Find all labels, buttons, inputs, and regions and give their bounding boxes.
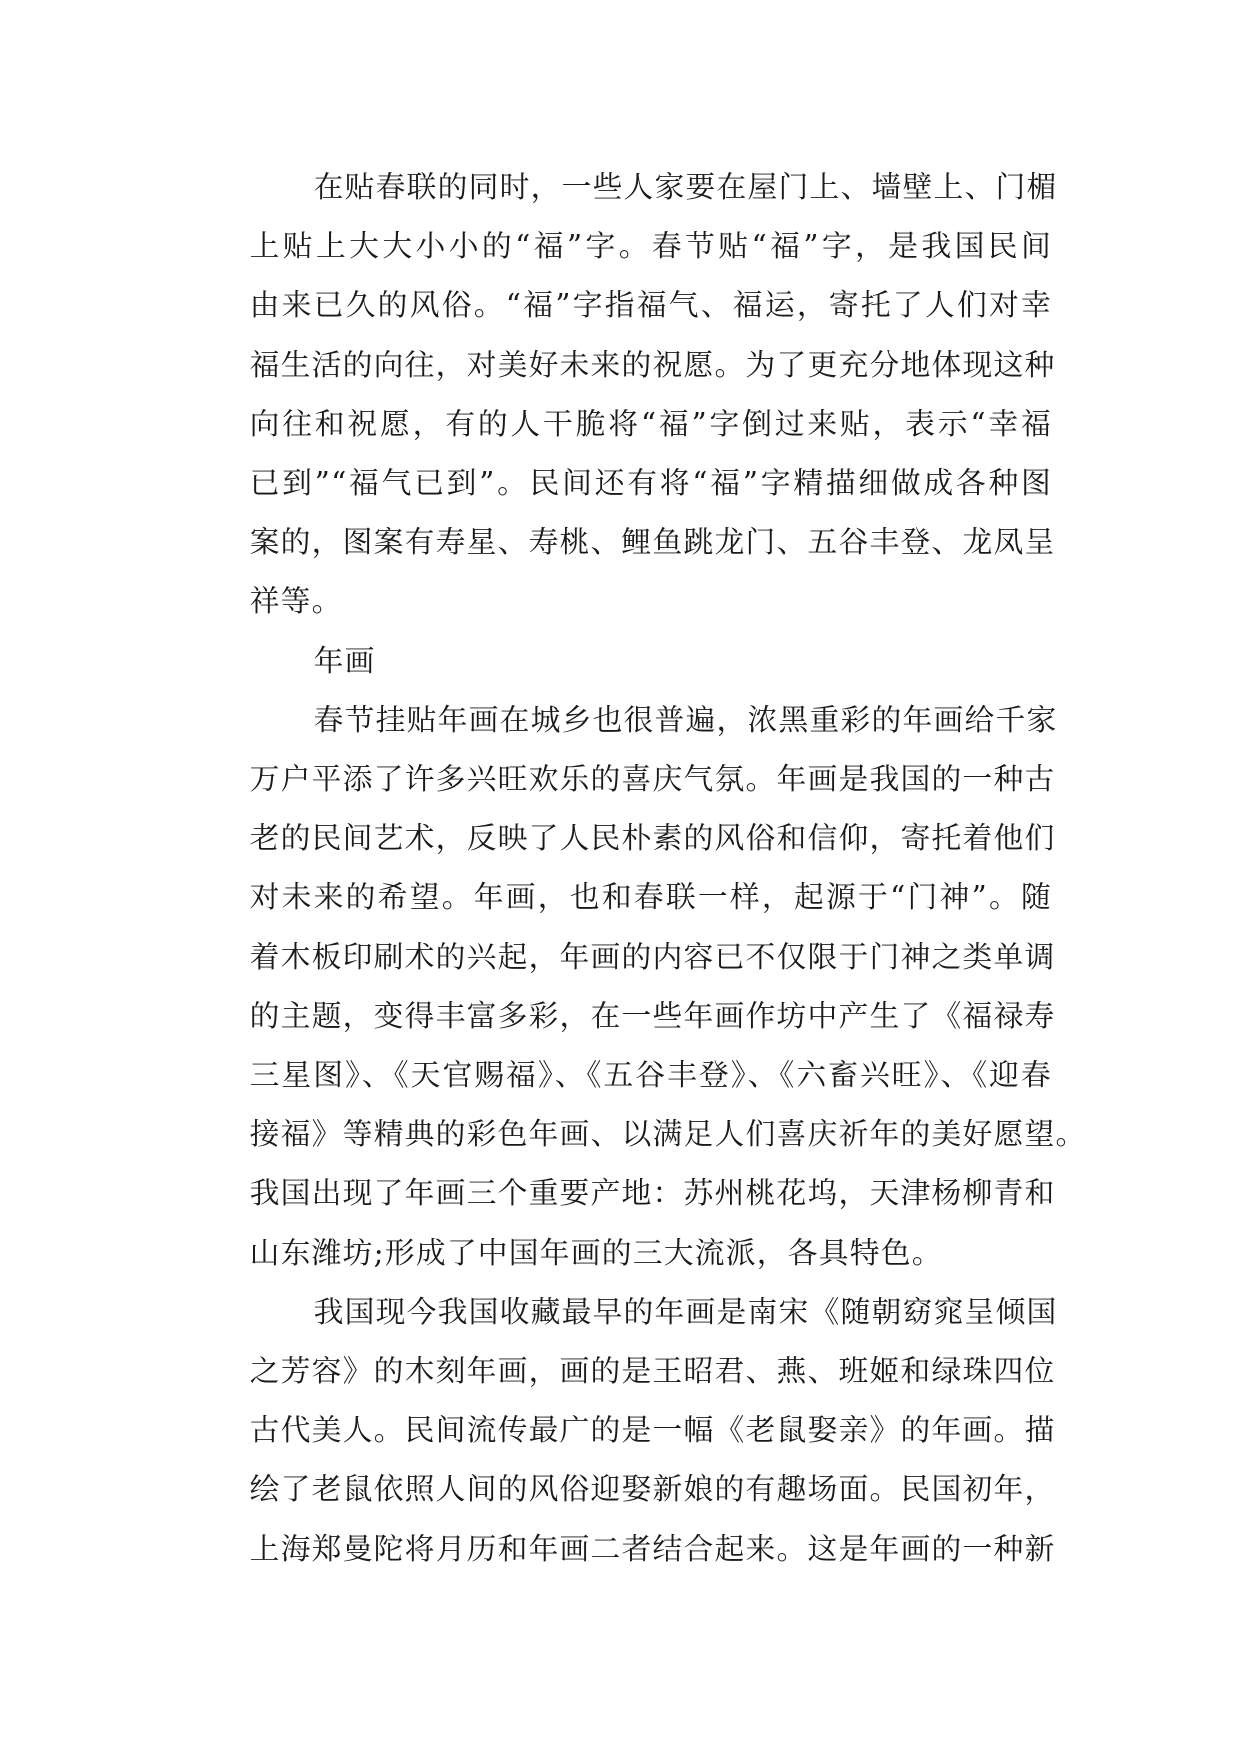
text-line: 绘了老鼠依照人间的风俗迎娶新娘的有趣场面。民国初年，: [249, 1472, 1056, 1508]
text-line: 我国出现了年画三个重要产地：苏州桃花坞，天津杨柳青和: [249, 1176, 1056, 1212]
section-heading-nianhua: [190, 632, 1052, 691]
text-line: 之芳容》的木刻年画，画的是王昭君、燕、班姬和绿珠四位: [249, 1354, 1056, 1390]
paragraph-nianhua-overview: [190, 691, 1087, 1283]
text-line: 由来已久的风俗。“福”字指福气、福运，寄托了人们对幸: [249, 288, 1052, 324]
text-line: 的主题，变得丰富多彩，在一些年画作坊中产生了《福禄寿: [249, 998, 1056, 1034]
text-line: 古代美人。民间流传最广的是一幅《老鼠娶亲》的年画。描: [249, 1413, 1056, 1449]
text-line: 在贴春联的同时，一些人家要在屋门上、墙壁上、门楣: [313, 170, 1058, 205]
text-line: 着木板印刷术的兴起，年画的内容已不仅限于门神之类单调: [249, 939, 1056, 975]
text-line: 接福》等精典的彩色年画、以满足人们喜庆祈年的美好愿望。: [249, 1117, 1087, 1153]
text-line: 上海郑曼陀将月历和年画二者结合起来。这是年画的一种新: [249, 1531, 1056, 1567]
text-line: 已到”“福气已到”。民间还有将“福”字精描细做成各种图: [249, 466, 1052, 502]
text-line: 万户平添了许多兴旺欢乐的喜庆气氛。年画是我国的一种古: [249, 762, 1056, 798]
text-line: 上贴上大大小小的“福”字。春节贴“福”字，是我国民间: [249, 229, 1052, 265]
text-line: 三星图》、《天官赐福》、《五谷丰登》、《六畜兴旺》、《迎春: [249, 1058, 1052, 1094]
text-line: 山东潍坊;形成了中国年画的三大流派，各具特色。: [249, 1235, 943, 1271]
text-line: 祥等。: [249, 584, 343, 620]
paragraph-nianhua-history: [190, 1283, 1058, 1579]
text-line: 案的，图案有寿星、寿桃、鲤鱼跳龙门、五谷丰登、龙凤呈: [249, 525, 1056, 561]
paragraph-fu-character: [190, 158, 1058, 632]
text-line: 福生活的向往，对美好未来的祝愿。为了更充分地体现这种: [249, 347, 1056, 383]
text-line: 向往和祝愿，有的人干脆将“福”字倒过来贴，表示“幸福: [249, 406, 1052, 442]
text-line: 我国现今我国收藏最早的年画是南宋《随朝窈窕呈倾国: [313, 1294, 1058, 1330]
text-line: 春节挂贴年画在城乡也很普遍，浓黑重彩的年画给千家: [313, 702, 1058, 738]
document-body: [190, 158, 1087, 1579]
heading-text: 年画: [313, 643, 376, 679]
text-line: 对未来的希望。年画，也和春联一样，起源于“门神”。随: [249, 880, 1052, 916]
text-line: 老的民间艺术，反映了人民朴素的风俗和信仰，寄托着他们: [249, 821, 1056, 857]
